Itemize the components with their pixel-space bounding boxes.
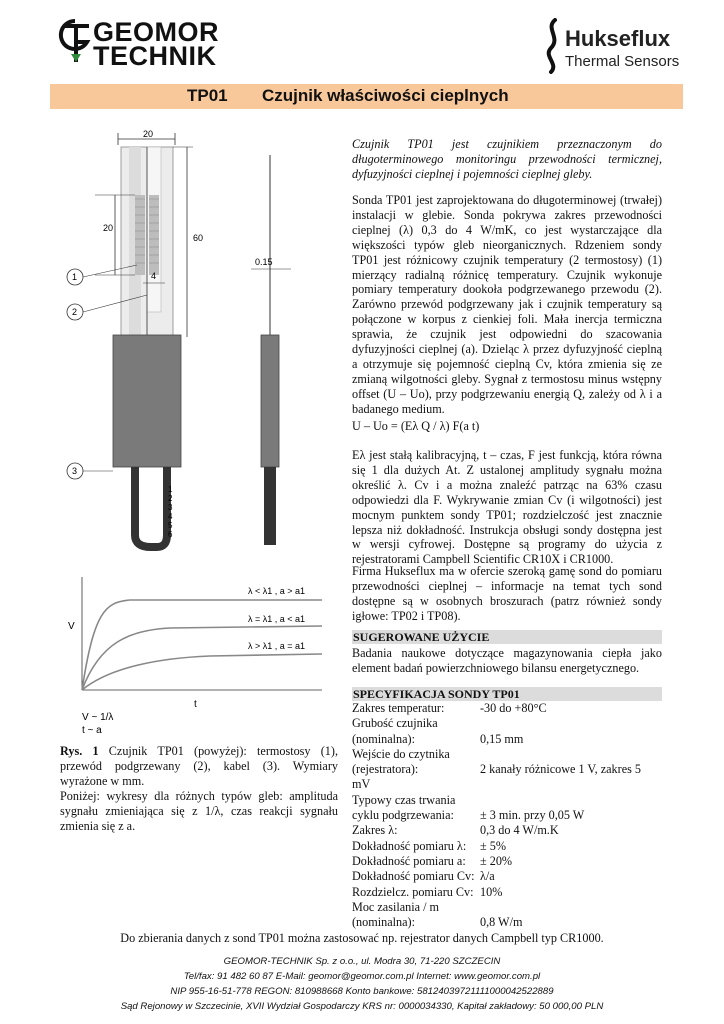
formula: U – Uo = (Eλ Q / λ) F(a t)	[352, 419, 480, 433]
dim-total-label: 60	[193, 233, 204, 243]
spec-row: Zakres λ: 0,3 do 4 W/m.K	[352, 823, 559, 838]
dim-width-label: 20	[143, 129, 154, 139]
annotation-t: t ~ a	[82, 725, 102, 736]
svg-text:2: 2	[168, 494, 173, 503]
spec-row: Rozdzielcz. pomiaru Cv: 10%	[352, 884, 503, 899]
svg-text:1: 1	[72, 272, 78, 282]
legend-series-1: λ < λ1 , a > a1	[248, 586, 306, 596]
y-axis-label: V	[68, 621, 75, 632]
hukseflux-logo	[543, 18, 693, 74]
x-axis-label: t	[194, 699, 197, 710]
svg-text:3: 3	[72, 466, 78, 476]
annotation-v: V ~ 1/λ	[82, 712, 114, 723]
spec-heading: SPECYFIKACJA SONDY TP01	[352, 687, 662, 701]
side-view-housing	[261, 335, 279, 467]
product-title: Czujnik właściwości cieplnych	[262, 86, 509, 105]
spec-row: Moc zasilania / m	[352, 899, 439, 914]
spec-row: Typowy czas trwania	[352, 792, 456, 807]
footer-registry: NIP 955-16-51-778 REGON: 810988668 Konto bankowe: 58124039721111000042522889	[170, 986, 554, 997]
spec-row: Zakres temperatur: -30 do +80°C	[352, 701, 547, 715]
spec-row: Wejście do czytnika	[352, 746, 450, 761]
footer-address: GEOMOR-TECHNIK Sp. z o.o., ul. Modra 30, 71-220 SZCZECIN	[223, 956, 501, 967]
legend-series-2: λ = λ1 , a < a1	[248, 614, 306, 624]
svg-text:4: 4	[168, 512, 173, 521]
side-view-cable	[264, 467, 276, 545]
spec-row: mV	[352, 777, 371, 792]
description-paragraph: Sonda TP01 jest zaprojektowana do długoterminowej (trwałej) instalacji w glebie. Sonda pokrywa zakres przewodności cieplnej (λ) 0,3 do 4 W/mK, co jest wystarczające dla większości typów gleb nieorganicznych. Rdzeniem sondy TP01 jest różnicowy czujnik temperatury (2 termostosy) (1) mierzący radialną różnicę temperatury. Czujnik wykonuje pomiary temperatury dookoła podgrzewanego przewodu (2). Zarówno przewód podgrzewany jak i czujnik temperatury są połączone w korpus z cienkiej foli. Mała inercja termiczna sprawia, że czujnik jest odpowiedni do szacowania dyfuzyjności cieplnej (a). Dzieląc λ przez dyfuzyjność cieplną a otrzymuje się pojemność cieplną Cv, która zmienia się ze zmianą wilgotności gleby. Sygnał z termostosu minus wstępny offset (U – Uo), przy podgrzewaniu energią Q, zależy od λ i a badanego medium.	[352, 193, 662, 416]
svg-text:5: 5	[168, 521, 173, 530]
dim-gap-label: 4	[151, 271, 157, 281]
series-line-3	[82, 654, 322, 690]
spec-row: Dokładność pomiaru λ: ± 5%	[352, 838, 506, 853]
usage-heading: SUGEROWANE UŻYCIE	[352, 630, 662, 644]
gt-logo-icon	[57, 18, 91, 66]
caption-text-1: Czujnik TP01 (powyżej): termostosy (1), przewód podgrzewany (2), kabel (3). Wymiary wyrażone w mm.	[60, 744, 338, 788]
series-line-2	[82, 626, 322, 690]
legend-series-3: λ > λ1 , a = a1	[248, 641, 306, 651]
caption-label: Rys. 1	[60, 744, 99, 758]
spec-row: (nominalna): 0,8 W/m	[352, 915, 523, 930]
spec-row: (rejestratora): 2 kanały różnicowe 1 V, zakres 5	[352, 762, 641, 777]
related-products-paragraph: Firma Hukseflux ma w ofercie szeroką gamę sond do pomiaru przewodności cieplnej – informacje na temat tych sond dostępne są w osobnych broszurach (patrz również sondy igłowe: TP02 i TP08).	[352, 564, 662, 623]
intro-paragraph: Czujnik TP01 jest czujnikiem przeznaczonym do długoterminowego monitoringu przewodności termicznej, dyfuzyjności cieplnej i pojemności cieplnej gleby.	[352, 137, 662, 181]
sensor-housing	[113, 335, 181, 467]
company-footer	[0, 954, 724, 1014]
dim-height-label: 20	[103, 223, 114, 233]
spec-section	[352, 687, 662, 930]
usage-text: Badania naukowe dotyczące magazynowania ciepła jako element badań powierzchniowego bilansu energetycznego.	[352, 646, 662, 675]
product-code: TP01	[187, 86, 228, 105]
figure-caption	[60, 744, 338, 833]
spec-row: Dokładność pomiaru a: ± 20%	[352, 853, 513, 868]
hukseflux-tagline: Thermal Sensors	[565, 53, 680, 70]
spec-row: Grubość czujnika	[352, 716, 438, 731]
dim-needle-label: 0.15	[255, 257, 273, 267]
spec-row: (nominalna): 0,15 mm	[352, 731, 524, 746]
usage-section	[352, 630, 662, 676]
footnote: Do zbierania danych z sond TP01 można zastosować np. rejestrator danych Campbell typ CR1000.	[120, 931, 604, 945]
footer-court: Sąd Rejonowy w Szczecinie, XVII Wydział Gospodarczy KRS nr: 0000034330, Kapitał zakładowy: 50 000,00 PLN	[120, 1001, 604, 1012]
caption-text-2: Poniżej: wykresy dla różnych typów gleb: amplituda sygnału zmieniająca się z 1/λ, czas reakcji sygnału zmienia się z a.	[60, 788, 338, 833]
logo-line-technik: TECHNIK	[93, 41, 217, 71]
sensor-drawing	[55, 125, 345, 565]
footer-contact: Tel/fax: 91 482 60 87 E-Mail: geomor@geomor.com.pl Internet: www.geomor.com.pl	[183, 971, 541, 982]
hukseflux-swirl-icon	[543, 18, 563, 74]
spec-row: Dokładność pomiaru Cv: λ/a	[352, 869, 495, 884]
response-chart	[60, 572, 330, 742]
svg-text:2: 2	[72, 307, 78, 317]
svg-text:3: 3	[168, 503, 173, 512]
svg-text:1: 1	[168, 485, 173, 494]
cable	[135, 467, 167, 547]
logo-line-geomor: GEOMOR	[93, 17, 220, 47]
hukseflux-brand: Hukseflux	[565, 26, 671, 51]
spec-row: cyklu podgrzewania: ± 3 min. przy 0,05 W	[352, 808, 585, 823]
title-bar	[50, 84, 683, 109]
explanation-paragraph: Eλ jest stałą kalibracyjną, t – czas, F jest funkcją, która równa się 1 dla dużych At. Z ustalonej amplitudy sygnału można określić λ. Cv i a można znaleźć patrząc na 63% czasu odpowiedzi dla F. Wykrywanie zmian Cv (i wilgotności) jest mocnym punktem sondy TP01; rozdzielczość jest znacznie lepsza niż dokładność. Instrukcja obsługi sondy dostępna jest w wersji cyfrowej. Dostępne są programy do użycia z rejestratorami Campbell Scientific CR10X i CR1000.	[352, 448, 662, 567]
svg-text:6: 6	[168, 530, 173, 539]
geomor-technik-logo	[57, 18, 257, 74]
